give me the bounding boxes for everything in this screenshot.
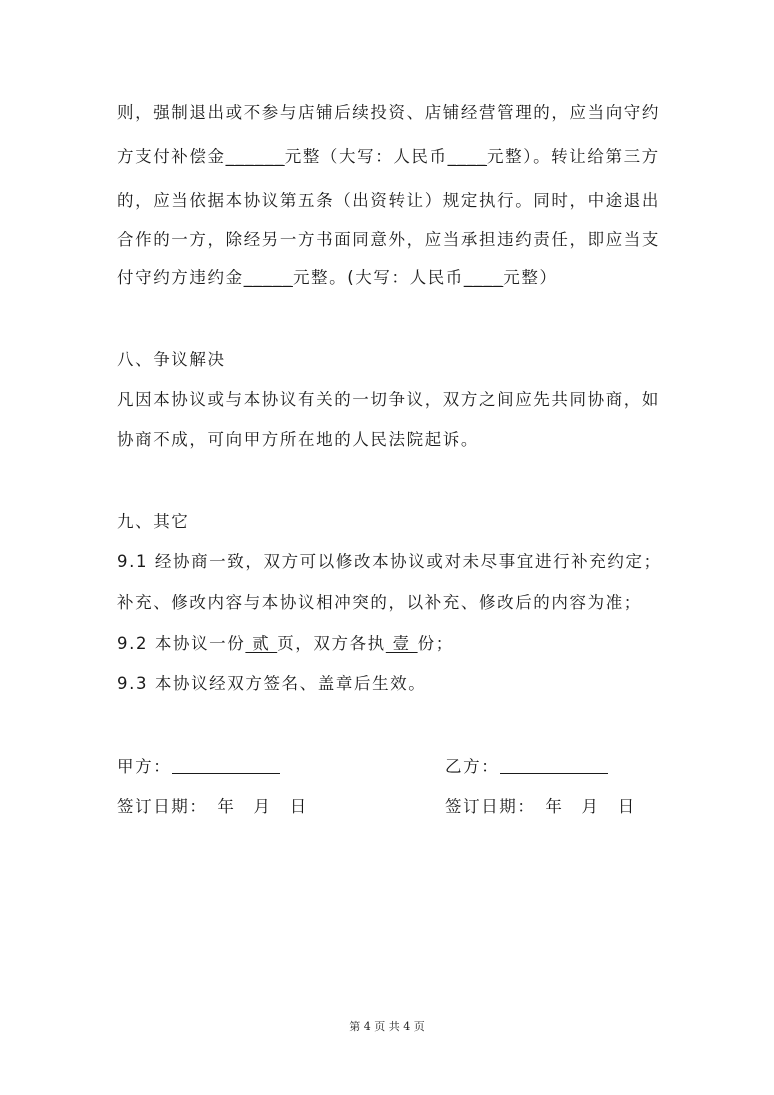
section8-heading: 八、争议解决 xyxy=(117,350,226,369)
section7-line-4: 合作的一方，除经另一方书面同意外，应当承担违约责任，即应当支 xyxy=(117,230,660,249)
party-a-label: 甲方： xyxy=(117,757,172,776)
section9-heading: 九、其它 xyxy=(117,512,190,531)
section7-line-2: 方支付补偿金______元整（大写：人民币____元整）。转让给第三方 xyxy=(117,147,660,166)
party-b-signature-line xyxy=(500,757,608,774)
penalty-amount-uppercase-blank: ____ xyxy=(463,268,504,287)
penalty-amount-blank: _____ xyxy=(243,268,293,287)
section7-line-1: 则，强制退出或不参与店铺后续投资、店铺经营管理的，应当向守约 xyxy=(117,103,660,122)
party-b-signature xyxy=(445,757,609,777)
page-count-filled: 贰 xyxy=(245,634,278,653)
page-number: 第 4 页 共 4 页 xyxy=(349,1020,425,1033)
section9-item2: 9.2 本协议一份 贰 页，双方各执 壹 份； xyxy=(117,634,454,653)
section9-item1-line-1: 9.1 经协商一致，双方可以修改本协议或对未尽事宜进行补充约定； xyxy=(117,552,662,571)
section9-item3: 9.3 本协议经双方签名、盖章后生效。 xyxy=(117,674,427,693)
section7-line-5: 付守约方违约金_____元整。(大写：人民币____元整） xyxy=(117,268,558,287)
party-a-sign-date: 签订日期： 年 月 日 xyxy=(117,797,308,816)
section9-item1-line-2: 补充、修改内容与本协议相冲突的，以补充、修改后的内容为准； xyxy=(117,593,642,612)
section7-line-3: 的，应当依据本协议第五条（出资转让）规定执行。同时，中途退出 xyxy=(117,191,660,210)
section8-line-2: 协商不成，可向甲方所在地的人民法院起诉。 xyxy=(117,430,479,449)
party-b-sign-date: 签订日期： 年 月 日 xyxy=(445,797,636,816)
party-a-signature xyxy=(117,757,281,777)
section8-line-1: 凡因本协议或与本协议有关的一切争议，双方之间应先共同协商，如 xyxy=(117,390,660,409)
copy-count-filled: 壹 xyxy=(385,634,418,653)
party-b-label: 乙方： xyxy=(445,757,500,776)
party-a-signature-line xyxy=(172,757,280,774)
compensation-amount-uppercase-blank: ____ xyxy=(447,147,488,166)
compensation-amount-blank: ______ xyxy=(225,147,285,166)
